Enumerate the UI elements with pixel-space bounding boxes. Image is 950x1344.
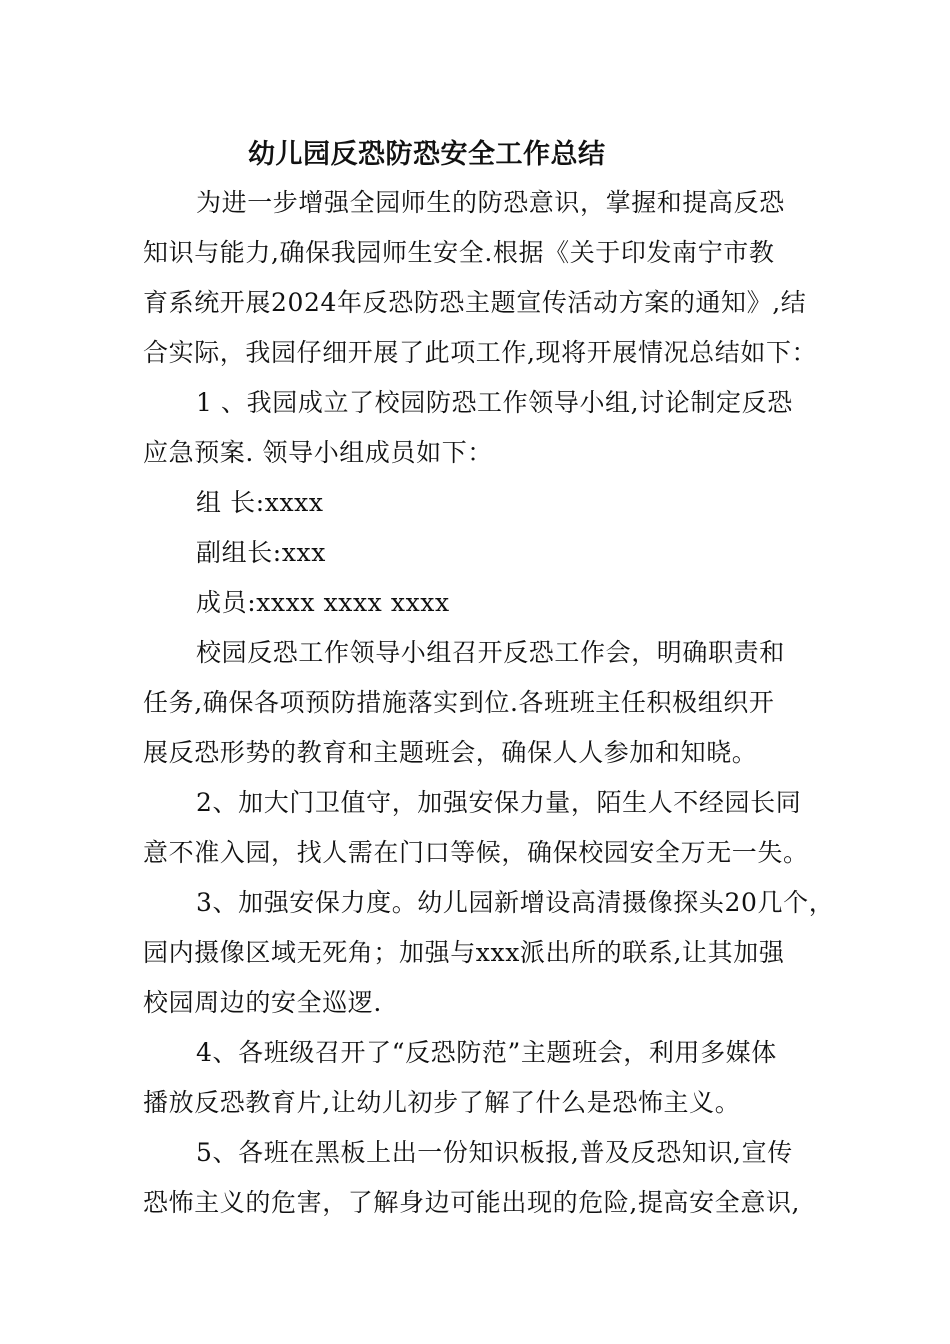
paragraph-line: 应急预案. 领导小组成员如下： — [143, 438, 493, 467]
paragraph-line: 4、各班级召开了“反恐防范”主题班会，利用多媒体 — [196, 1038, 777, 1067]
paragraph-line: 意不准入园，找人需在门口等候，确保校园安全万无一失。 — [143, 838, 809, 867]
paragraph-line: 育系统开展2024年反恐防恐主题宣传活动方案的通知》,结 — [143, 288, 807, 317]
paragraph-line: 播放反恐教育片,让幼儿初步了解了什么是恐怖主义。 — [143, 1088, 741, 1117]
paragraph-line: 任务,确保各项预防措施落实到位.各班班主任积极组织开 — [143, 688, 775, 717]
paragraph-line: 合实际，我园仔细开展了此项工作,现将开展情况总结如下： — [143, 338, 818, 367]
paragraph-line: 展反恐形势的教育和主题班会，确保人人参加和知晓。 — [143, 738, 758, 767]
paragraph-line: 2、加大门卫值守，加强安保力量，陌生人不经园长同 — [196, 788, 802, 817]
paragraph-line: 校园周边的安全巡逻. — [143, 988, 382, 1017]
deputy-leader-line: 副组长:xxx — [196, 538, 326, 567]
document-title: 幼儿园反恐防恐安全工作总结 — [248, 139, 606, 170]
paragraph-line: 5、各班在黑板上出一份知识板报,普及反恐知识,宣传 — [196, 1138, 793, 1167]
paragraph-line: 1 、我园成立了校园防恐工作领导小组,讨论制定反恐 — [196, 388, 793, 417]
paragraph-line: 知识与能力,确保我园师生安全.根据《关于印发南宁市教 — [143, 238, 775, 267]
paragraph-line: 3、加强安保力度。幼儿园新增设高清摄像探头20几个， — [196, 888, 835, 917]
paragraph-line: 校园反恐工作领导小组召开反恐工作会，明确职责和 — [196, 638, 785, 667]
group-leader-line: 组 长:xxxx — [196, 488, 324, 517]
paragraph-line: 园内摄像区域无死角；加强与xxx派出所的联系,让其加强 — [143, 938, 785, 967]
paragraph-line: 为进一步增强全园师生的防恐意识，掌握和提高反恐 — [196, 188, 785, 217]
members-line: 成员:xxxx xxxx xxxx — [196, 588, 450, 617]
paragraph-line: 恐怖主义的危害，了解身边可能出现的危险,提高安全意识, — [143, 1188, 801, 1217]
